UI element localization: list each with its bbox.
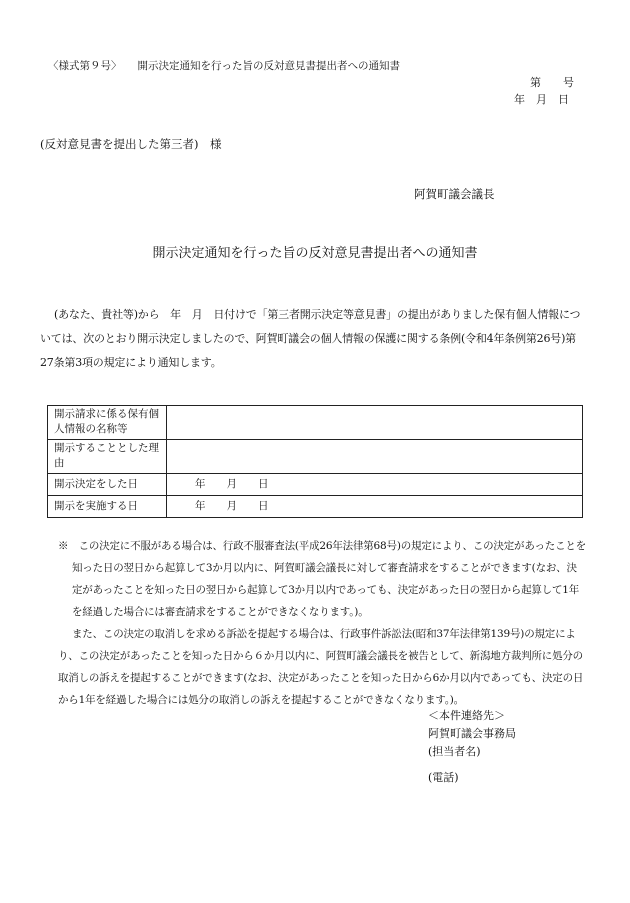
body-paragraph: (あなた、貴社等)から 年 月 日付けで「第三者開示決定等意見書」の提出がありました保有個人情報については、次のとおり開示決定しましたので、阿賀町議会の個人情報の保護に関する条例(令和4年条例第26号)第27条第3項の規定により通知します。 [40, 308, 581, 369]
info-table [47, 405, 583, 518]
contact-block [428, 707, 516, 787]
addressee: (反対意見書を提出した第三者) 様 [40, 137, 222, 151]
form-title: 開示決定通知を行った旨の反対意見書提出者への通知書 [137, 60, 400, 72]
contact-phone: (電話) [428, 771, 459, 784]
document-number: 第 号 [530, 76, 574, 89]
row-value-info-name [167, 406, 583, 440]
form-number: 〈様式第９号〉 [48, 60, 122, 72]
row-value-decision-date: 年 月 日 [167, 474, 583, 496]
row-label-implementation-date: 開示を実施する日 [48, 496, 167, 518]
note-appeal: ※ この決定に不服がある場合は、行政不服審査法(平成26年法律第68号)の規定により、この決定があったことを知った日の翌日から起算して3か月以内に、阿賀町議会議長に対して審査請求をすることができます(なお、決定があったことを知った日の翌日から起算して3か月以内であっても、決定があった日の翌日から起算して1年を経過した場合には審査請求をすることができなくなります。)。 [58, 540, 587, 618]
row-label-reason: 開示することとした理由 [48, 440, 167, 474]
table-row [48, 406, 583, 440]
row-label-info-name: 開示請求に係る保有個人情報の名称等 [48, 406, 167, 440]
table-row [48, 496, 583, 518]
table-row [48, 474, 583, 496]
row-value-reason [167, 440, 583, 474]
contact-heading: ＜本件連絡先＞ [428, 709, 505, 722]
contact-office: 阿賀町議会事務局 [428, 727, 516, 740]
contact-person: (担当者名) [428, 745, 481, 758]
row-label-decision-date: 開示決定をした日 [48, 474, 167, 496]
note-lawsuit: また、この決定の取消しを求める訴訟を提起する場合は、行政事件訴訟法(昭和37年法律第139号)の規定により、この決定があったことを知った日から６か月以内に、阿賀町議会議長を被告として、新潟地方裁判所に処分の取消しの訴えを提起することができます(なお、決定があったことを知った日から6か月以内であっても、決定の日から1年を経過した場合には処分の取消しの訴えを提起することができなくなります。)。 [58, 628, 584, 706]
document-title: 開示決定通知を行った旨の反対意見書提出者への通知書 [152, 246, 478, 261]
notes [58, 535, 586, 711]
document-date: 年 月 日 [514, 93, 569, 106]
form-header [48, 58, 400, 73]
sender: 阿賀町議会議長 [414, 187, 495, 201]
table-row [48, 440, 583, 474]
row-value-implementation-date: 年 月 日 [167, 496, 583, 518]
